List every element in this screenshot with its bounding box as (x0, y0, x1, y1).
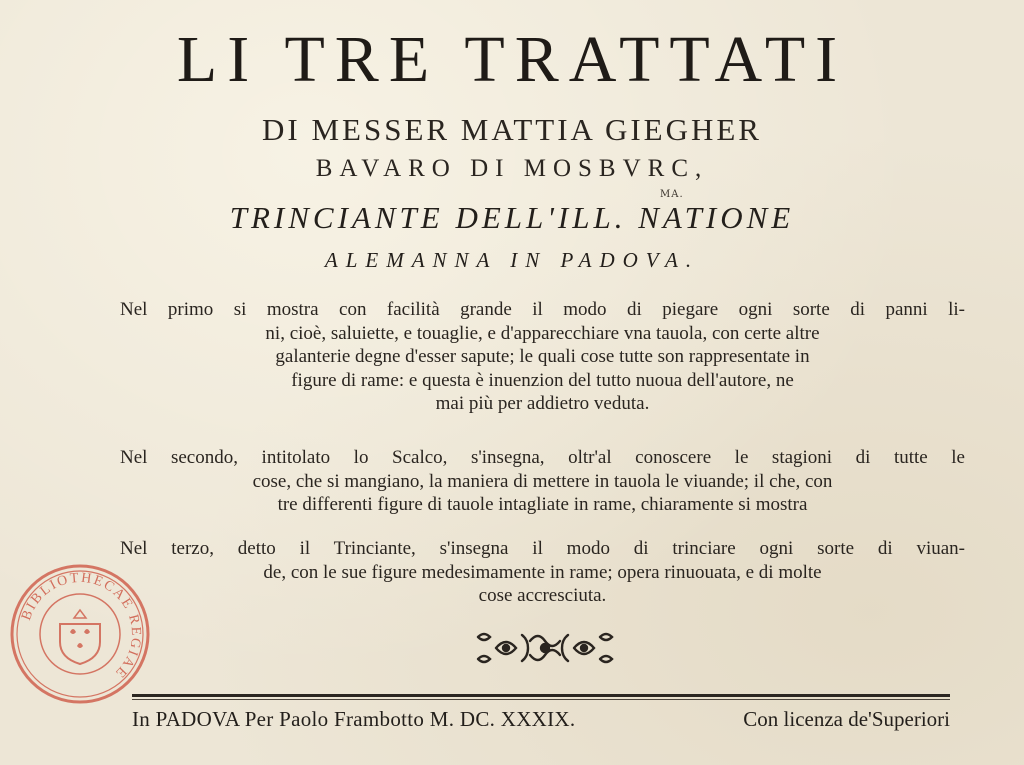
paragraph-line: cose, che si mangiano, la maniera di mettere in tauola le viuande; il che, con (252, 470, 833, 492)
paragraph-line: ni, cioè, saluiette, e touaglie, e d'apparecchiare vna tauola, con certe altre (265, 322, 820, 344)
origin-line: BAVARO DI MOSBVRC, (315, 155, 709, 182)
paragraph-line: mai più per addietro veduta. (435, 393, 650, 414)
paragraph-line: tre differenti figure di tauole intagliate in rame, chiaramente si mostra (277, 494, 808, 515)
paragraph-line: Nel terzo, detto il Trinciante, s'insegna il modo di trinciare ogni sorte di viuan- (120, 538, 965, 559)
paragraph-line: de, con le sue figure medesimamente in rame; opera rinuouata, e di molte (263, 561, 822, 583)
ma-mark: MA. (660, 189, 684, 200)
paragraph-line: galanterie degne d'esser sapute; le quali cose tutte son rappresentate in (275, 346, 810, 367)
imprint-license: Con licenza de'Superiori (743, 707, 950, 731)
book-title: LI TRE TRATTATI (176, 23, 848, 96)
library-stamp (8, 562, 152, 706)
paragraph-line: Nel primo si mostra con facilità grande il modo di piegare ogni sorte di panni li- (120, 299, 965, 320)
printers-ornament (470, 627, 620, 669)
stamp-text: BIBLIOTHECAE REGIAE (19, 570, 144, 682)
paragraph-line: figure di rame: e questa è inuenzion del tutto nuoua dell'autore, ne (291, 369, 794, 391)
paragraph-line: Nel secondo, intitolato lo Scalco, s'insegna, oltr'al conoscere le stagioni di tutte le (120, 447, 965, 468)
imprint-place-printer: In PADOVA Per Paolo Frambotto M. DC. XXXIX. (132, 707, 576, 731)
author-line: DI MESSER MATTIA GIEGHER (262, 112, 762, 147)
imprint (132, 707, 950, 741)
nation-line: ALEMANNA IN PADOVA. (324, 248, 700, 272)
office-line: TRINCIANTE DELL'ILL. NATIONE (229, 200, 795, 235)
paragraph-third-treatise (120, 537, 965, 608)
paragraph-second-treatise (120, 446, 965, 517)
paragraph-first-treatise (120, 298, 965, 416)
imprint-rule (132, 694, 950, 697)
imprint-rule-thin (132, 699, 950, 700)
paragraph-line: cose accresciuta. (478, 585, 607, 606)
